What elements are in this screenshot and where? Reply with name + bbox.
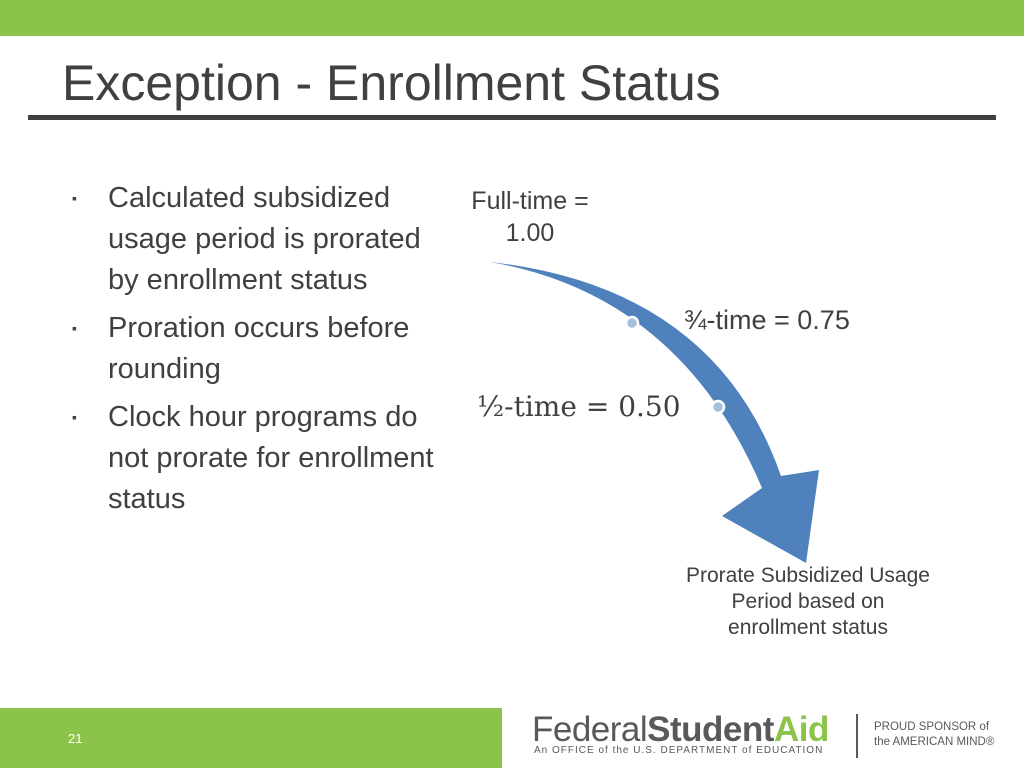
logo-wordmark — [532, 710, 829, 750]
bullet-marker-icon: ▪ — [72, 190, 77, 206]
full-time-label: Full-time = 1.00 — [471, 187, 589, 247]
federal-student-aid-logo — [532, 708, 1024, 768]
half-time-label: ½-time = 0.50 — [477, 390, 681, 423]
bullet-marker-icon: ▪ — [72, 320, 77, 336]
bullet-text: Proration occurs before rounding — [108, 312, 410, 385]
half-time-point-marker — [712, 401, 724, 413]
sponsor-line-1: PROUD SPONSOR of — [874, 721, 990, 733]
bullet-text: Clock hour programs do not prorate for enrollment status — [108, 401, 434, 515]
logo-aid-text: Aid — [773, 710, 829, 749]
page-number: 21 — [68, 731, 83, 746]
bullet-text: Calculated subsidized usage period is prorated by enrollment status — [108, 182, 421, 296]
logo-student-text: Student — [647, 710, 774, 749]
sponsor-tagline — [874, 720, 994, 750]
prorate-result-label: Prorate Subsidized Usage Period based on enrollment status — [686, 564, 930, 639]
bullet-marker-icon: ▪ — [72, 409, 77, 425]
three-quarter-time-label: ¾-time = 0.75 — [684, 305, 850, 335]
three-quarter-point-marker — [626, 317, 638, 329]
logo-federal-text: Federal — [532, 710, 648, 749]
logo-subtitle: An OFFICE of the U.S. DEPARTMENT of EDUCATION — [534, 745, 824, 756]
slide-title: Exception - Enrollment Status — [62, 55, 721, 111]
logo-divider — [856, 714, 858, 758]
sponsor-line-2: the AMERICAN MIND® — [874, 736, 995, 748]
